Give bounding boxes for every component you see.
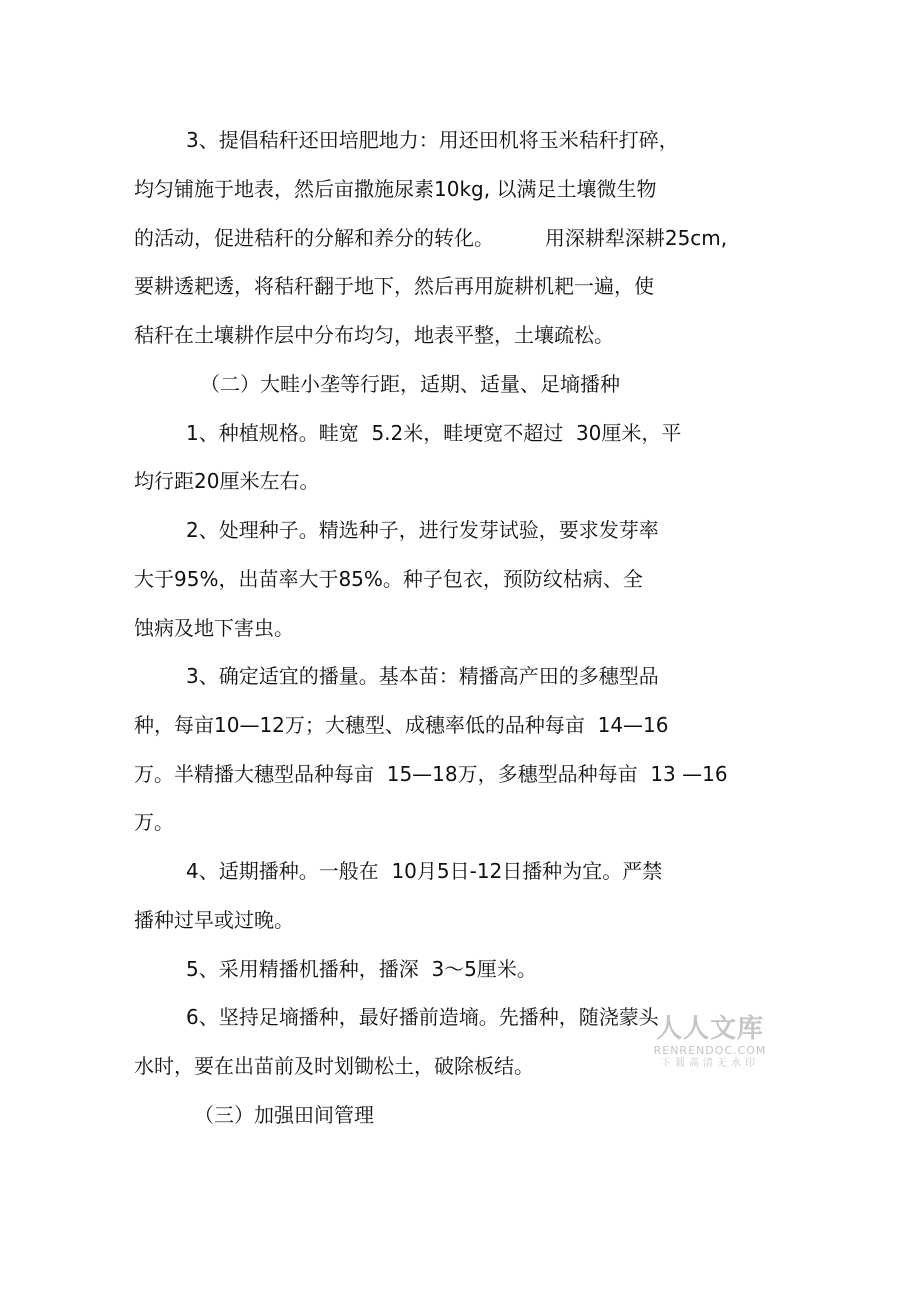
watermark-tagline: 下载高清无水印: [661, 1058, 759, 1069]
paragraph-line: 要耕透耙透，将秸秆翻于地下，然后再用旋耕机耙一遍，使: [134, 274, 654, 298]
watermark-logo-text: 人人文库: [655, 1014, 764, 1044]
paragraph-line: 均行距20厘米左右。: [134, 469, 320, 493]
section-heading: （三）加强田间管理: [194, 1103, 374, 1127]
paragraph-line: 大于95%，出苗率大于85%。种子包衣，预防纹枯病、全: [134, 567, 643, 591]
paragraph-line: 蚀病及地下害虫。: [134, 616, 294, 640]
watermark: [648, 1014, 772, 1070]
paragraph-line: 万。半精播大穗型品种每亩 15—18万，多穗型品种每亩 13 —16: [134, 762, 728, 786]
paragraph-line: 3、提倡秸秆还田培肥地力：用还田机将玉米秸秆打碎，: [186, 128, 679, 152]
paragraph-line: 秸秆在土壤耕作层中分布均匀，地表平整，土壤疏松。: [134, 323, 614, 347]
paragraph-line: 4、适期播种。一般在 10月5日-12日播种为宜。严禁: [186, 859, 663, 883]
paragraph-line: 种，每亩10—12万；大穗型、成穗率低的品种每亩 14—16: [134, 713, 669, 737]
watermark-site: RENRENDOC.COM: [653, 1044, 767, 1057]
paragraph-line: 水时，要在出苗前及时划锄松土，破除板结。: [134, 1054, 534, 1078]
paragraph-line: 万。: [134, 810, 174, 834]
paragraph-line: 5、采用精播机播种，播深 3～5厘米。: [186, 957, 537, 981]
paragraph-line: 6、坚持足墒播种，最好播前造墒。先播种，随浇蒙头: [186, 1005, 659, 1029]
paragraph-line: 3、确定适宜的播量。基本苗：精播高产田的多穗型品: [186, 664, 659, 688]
section-heading: （二）大畦小垄等行距，适期、适量、足墒播种: [200, 372, 620, 396]
paragraph-line: 的活动，促进秸秆的分解和养分的转化。 用深耕犁深耕25cm,: [134, 226, 728, 250]
paragraph-line: 1、种植规格。畦宽 5.2米，畦埂宽不超过 30厘米，平: [186, 421, 682, 445]
paragraph-line: 均匀铺施于地表，然后亩撒施尿素10kg, 以满足土壤微生物: [134, 177, 657, 201]
paragraph-line: 2、处理种子。精选种子，进行发芽试验，要求发芽率: [186, 518, 659, 542]
paragraph-line: 播种过早或过晚。: [134, 908, 294, 932]
